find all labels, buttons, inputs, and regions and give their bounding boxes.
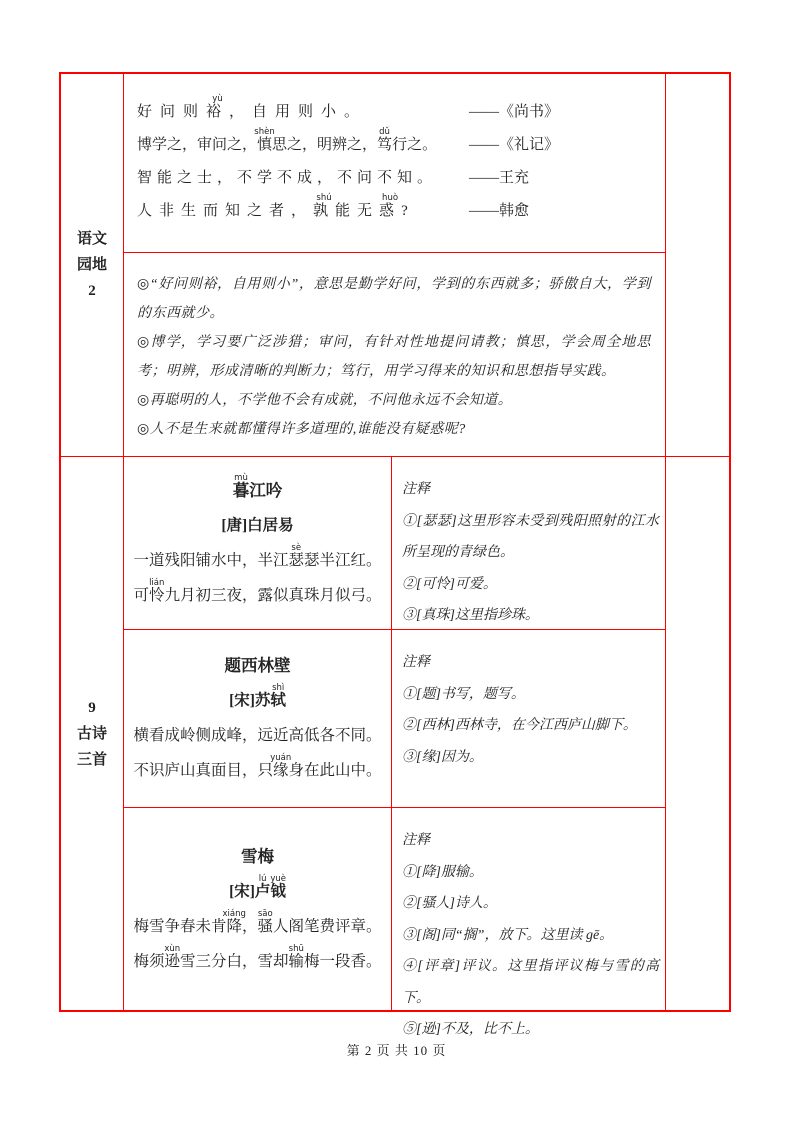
quote-row <box>137 193 645 222</box>
pinyin-annotation: shì <box>272 683 285 693</box>
poem-cell-xuemei <box>124 808 392 1010</box>
lesson2-label-line: 三首 <box>76 751 107 768</box>
note-item: ②[可怜]可爱。 <box>402 576 497 592</box>
pinyin-annotated-char: 钺 yuè <box>270 873 286 900</box>
quote-row <box>137 94 645 123</box>
pinyin-annotation: yù <box>212 94 223 104</box>
quote-text: 博学之，审问之，慎 shèn 思之，明辨之，笃 dǔ 行之。 <box>137 137 437 153</box>
note-item: ③[缘]因为。 <box>402 749 483 765</box>
quote-row <box>137 127 645 156</box>
poem-line: 梅雪争春未肯降 xiáng ，骚 sāo 人阁笔费评章。 <box>133 916 381 938</box>
quote-text: 智能之士，不学不成，不问不知。 <box>137 170 438 186</box>
quote-source: ——王充 <box>469 170 530 186</box>
empty-right-column-bottom <box>665 456 729 1010</box>
poem-author: [宋]卢 lú 钺 yuè <box>229 881 286 903</box>
pinyin-annotation: sè <box>291 542 302 553</box>
lesson2-label-line: 9 <box>88 699 96 716</box>
notes-cell-xuemei <box>392 808 665 1037</box>
pinyin-annotated-char: 瑟 sè <box>288 542 304 569</box>
lesson1-label-line: 2 <box>88 283 96 299</box>
lesson-table <box>59 72 731 1037</box>
pinyin-annotated-char: 慎 shèn <box>254 127 275 153</box>
quote-text: 人非生而知之者，孰 shú 能无惑 huò ? <box>137 203 415 219</box>
explanation-item: ◎“好问则裕，自用则小”，意思是勤学好问，学到的东西就多；骄傲自大，学到的东西就少。 <box>137 277 651 321</box>
note-item: ⑤[逊]不及，比不上。 <box>402 1022 539 1037</box>
notes-title: 注释 <box>402 482 430 497</box>
pinyin-annotated-char: 卢 lú <box>254 873 271 900</box>
poem-line: 可怜 lián 九月初三夜，露似真珠月似弓。 <box>133 585 381 607</box>
note-item: ③[阁]同“搁”，放下。这里读 gē。 <box>402 927 614 943</box>
poem-cell-mujiangyin <box>124 456 392 630</box>
notes-cell-mujiangyin <box>392 456 665 630</box>
poem-title: 雪梅 <box>241 846 274 866</box>
pinyin-annotation: lián <box>149 577 165 588</box>
explanations-cell <box>124 253 665 456</box>
notes-title: 注释 <box>402 655 430 670</box>
pinyin-annotation: yuán <box>270 753 292 763</box>
pinyin-annotation: xùn <box>164 943 181 954</box>
notes-title: 注释 <box>402 833 430 848</box>
lesson1-label-cell <box>61 74 124 456</box>
note-item: ①[题]书写，题写。 <box>402 686 525 702</box>
pinyin-annotation: shèn <box>254 127 275 137</box>
pinyin-annotated-char: 骚 sāo <box>257 908 274 935</box>
pinyin-annotation: dǔ <box>379 127 390 137</box>
note-item: ①[降]服输。 <box>402 864 483 880</box>
poem-title: 题西林壁 <box>224 656 291 675</box>
lesson1-label-line: 语文 <box>76 231 107 247</box>
page-footer: 第 2 页 共 10 页 <box>346 1043 447 1058</box>
lesson1-label-line: 园地 <box>76 257 107 273</box>
pinyin-annotation: sāo <box>257 908 273 919</box>
pinyin-annotated-char: 逊 xùn <box>164 943 181 970</box>
pinyin-annotation: shú <box>316 193 332 203</box>
pinyin-annotated-char: 轼 shì <box>270 683 286 709</box>
explanation-item: ◎人不是生来就都懂得许多道理的,谁能没有疑惑呢? <box>137 422 466 437</box>
pinyin-annotated-char: 孰 shú <box>313 193 336 219</box>
pinyin-annotated-char: 怜 lián <box>148 577 165 604</box>
poem-line: 不识庐山真面目，只缘 yuán 身在此山中。 <box>133 760 381 782</box>
pinyin-annotation: yuè <box>270 873 286 884</box>
pinyin-annotated-char: 输 shū <box>288 943 305 970</box>
lesson2-label-cell <box>61 456 124 1010</box>
quote-source: ——韩愈 <box>469 203 530 219</box>
pinyin-annotation: shū <box>288 943 304 954</box>
poem-title: 暮 mù 江吟 <box>232 472 283 500</box>
poem-author: [唐]白居易 <box>221 516 294 534</box>
notes-cell-tixilinbi <box>392 630 665 808</box>
note-item: ①[瑟瑟]这里形容未受到残阳照射的江水所呈现的青绿色。 <box>402 513 659 560</box>
pinyin-annotated-char: 降 xiáng <box>222 908 246 935</box>
explanation-item: ◎博学，学习要广泛涉猎；审问，有针对性地提问请教；慎思，学会周全地思考；明辨，形成清晰的判断力；笃行，用学习得来的知识和思想指导实践。 <box>137 335 651 379</box>
poem-cell-tixilinbi <box>124 630 392 808</box>
pinyin-annotated-char: 惑 huò <box>379 193 402 219</box>
note-item: ②[西林]西林寺，在今江西庐山脚下。 <box>402 718 637 733</box>
note-item: ②[骚人]诗人。 <box>402 896 497 911</box>
lesson2-label-line: 古诗 <box>76 725 107 742</box>
poem-author: [宋]苏轼 shì <box>229 690 286 712</box>
empty-right-column-top <box>665 74 729 456</box>
explanation-item: ◎再聪明的人，不学他不会有成就，不问他永远不会知道。 <box>137 393 513 408</box>
quote-row <box>137 167 645 189</box>
quote-text: 好问则裕 yù ，自用则小。 <box>137 104 367 120</box>
pinyin-annotation: mù <box>234 472 248 483</box>
pinyin-annotated-char: 暮 mù <box>232 472 250 500</box>
note-item: ④[评章]评议。这里指评议梅与雪的高下。 <box>402 959 659 1006</box>
pinyin-annotated-char: 裕 yù <box>206 94 230 120</box>
pinyin-annotation: huò <box>382 193 399 203</box>
quotes-cell <box>124 74 665 253</box>
quote-source: ——《尚书》 <box>469 104 560 120</box>
pinyin-annotated-char: 缘 yuán <box>270 753 292 779</box>
note-item: ③[真珠]这里指珍珠。 <box>402 608 539 623</box>
pinyin-annotation: xiáng <box>222 908 246 919</box>
pinyin-annotated-char: 笃 dǔ <box>377 127 393 153</box>
poem-line: 横看成岭侧成峰，远近高低各不同。 <box>133 727 382 744</box>
poem-line: 梅须逊 xùn 雪三分白，雪却输 shū 梅一段香。 <box>133 951 381 973</box>
poem-line: 一道残阳铺水中，半江瑟 sè 瑟半江红。 <box>133 550 381 572</box>
quote-source: ——《礼记》 <box>469 137 560 153</box>
pinyin-annotation: lú <box>258 873 267 884</box>
